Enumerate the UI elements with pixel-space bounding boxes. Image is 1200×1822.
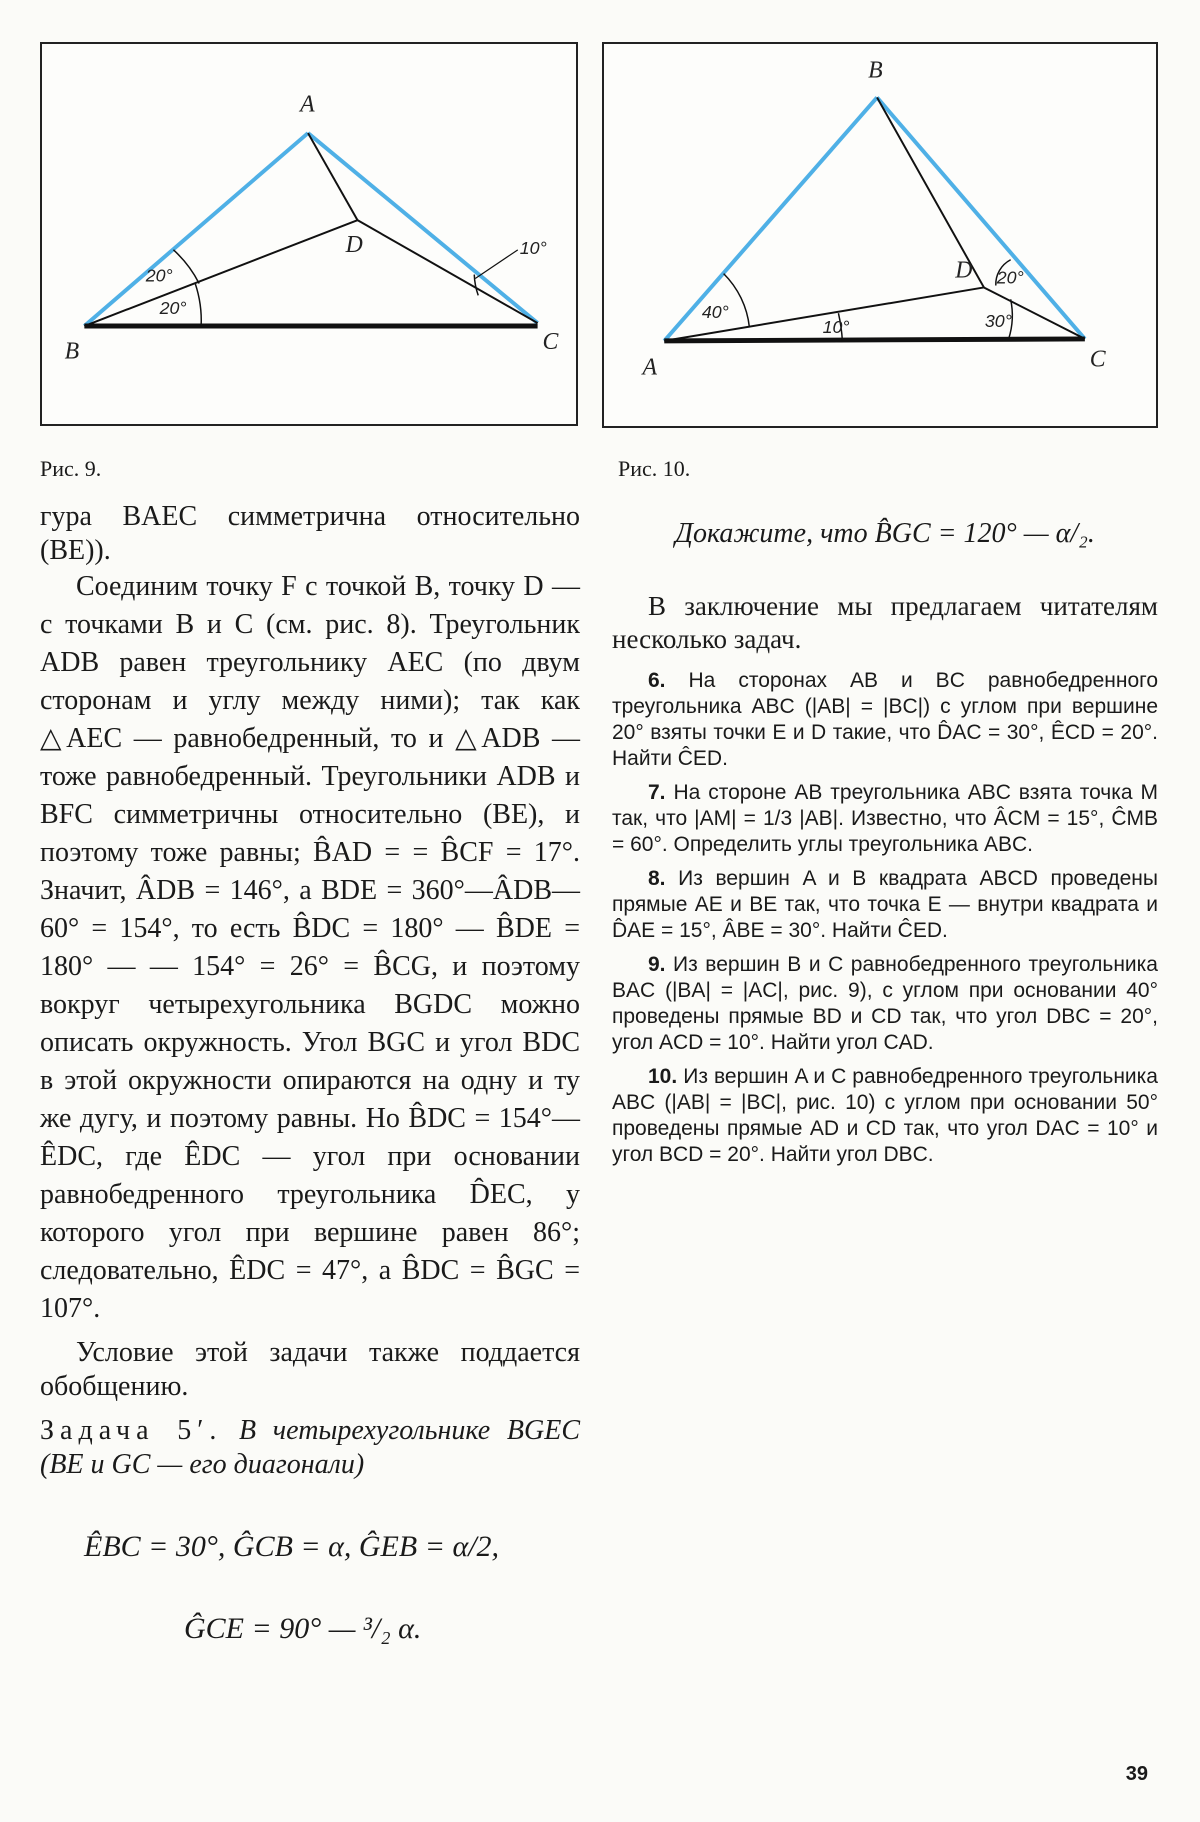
side-bc — [877, 97, 1085, 338]
label-a: A — [300, 91, 315, 118]
task-5-prime — [40, 1414, 580, 1482]
formula-gce: ĜCE = 90° — ³/₂ α. — [184, 1612, 422, 1645]
figure-9-caption: Рис. 9. — [40, 456, 102, 481]
side-ab — [664, 97, 877, 340]
prove-statement: Докажите, что B̂GC = 120° — α/₂. — [675, 518, 1095, 549]
label-b: B — [64, 338, 80, 365]
problem-9-text: Из вершин B и C равнобедренного треугольника BAC (|BA| = |AC|, рис. 9), с углом при основании 40° проведены прямые BD и CD так, что угол DBC = 20°, угол ACD = 10°. Найти угол CAD. — [612, 953, 1158, 1054]
problem-10 — [612, 1064, 1158, 1168]
angle-arc-dbc — [195, 283, 201, 326]
problem-9-number: 9. — [648, 953, 666, 976]
figure-9-drawing — [42, 44, 576, 424]
problem-6 — [612, 668, 1158, 772]
formula-conditions: ÊBC = 30°, ĜCB = α, ĜEB = α/2, — [84, 1530, 500, 1563]
leader-line — [475, 250, 518, 279]
page-number: 39 — [1125, 1763, 1148, 1785]
angle-label-bad: 40° — [701, 302, 729, 323]
angle-label-bcd: 20° — [996, 267, 1024, 288]
right-column — [612, 518, 1158, 1168]
segment-ad — [308, 133, 357, 220]
problem-10-text: Из вершин A и C равнобедренного треугольника ABC (|AB| = |BC|, рис. 10) с углом при основании 50° проведены прямые AD и CD так, что угол DAC = 10° и угол BCD = 20°. Найти угол DBC. — [612, 1065, 1158, 1166]
problem-6-number: 6. — [648, 669, 666, 692]
left-column — [40, 500, 580, 1646]
problem-10-number: 10. — [648, 1065, 678, 1088]
figure-10-caption: Рис. 10. — [618, 456, 691, 481]
problem-7 — [612, 780, 1158, 858]
task-5-heading: Задача 5′. — [40, 1415, 223, 1446]
problem-9 — [612, 952, 1158, 1056]
label-b: B — [868, 57, 883, 84]
figure-10-drawing — [604, 44, 1156, 426]
problem-8 — [612, 866, 1158, 944]
label-d: D — [955, 257, 973, 284]
label-c: C — [542, 328, 559, 355]
side-ab — [84, 133, 308, 326]
problem-8-number: 8. — [648, 867, 666, 890]
angle-label-dca: 30° — [984, 311, 1012, 332]
task-5-text: В четырехугольнике BGEC (BE и GC — его диагонали) — [40, 1415, 580, 1480]
segment-dc — [357, 220, 537, 323]
angle-label-dbc: 20° — [159, 298, 187, 319]
angle-label-dac: 10° — [822, 316, 850, 337]
problem-6-text: На сторонах AB и BC равнобедренного треугольника ABC (|AB| = |BC|) с углом при вершине 20° взяты точки E и D такие, что D̂AC = 30°, ÊCD = 20°. Найти ĈED. — [612, 669, 1158, 770]
problem-8-text: Из вершин A и B квадрата ABCD проведены прямые AE и BE так, что точка E — внутри квадрата и D̂AE = 15°, ÂBE = 30°. Найти ĈED. — [612, 867, 1158, 942]
segment-bd — [84, 220, 357, 326]
label-a: A — [642, 354, 658, 381]
paragraph-proof: Соединим точку F с точкой B, точку D — с точками B и C (см. рис. 8). Треугольник ADB равен треугольнику AEC (по двум сторонам и углу между ними); так как △AEC — равнобедренный, то и △ADB — тоже равнобедренный. Треугольники ADB и BFC симметричны относительно (BE), и поэтому тоже равны; B̂AD = = B̂CF = 17°. Значит, ÂDB = 146°, а BDE = 360°—ÂDB—60° = 154°, то есть B̂DC = 180° — B̂DE = 180° — — 154° = 26° = B̂CG, и поэтому вокруг четырехугольника BGDC можно описать окружность. Угол BGC и угол BDC в этой окружности опираются на одну и ту же дугу, и поэтому равны. Но B̂DC = 154°—ÊDC, где ÊDC — угол при основании равнобедренного треугольника D̂EC, у которого угол при вершине равен 86°; следовательно, ÊDC = 47°, а B̂DC = B̂GC = 107°. — [40, 571, 580, 1324]
side-ac — [308, 133, 538, 323]
paragraph-intro: гура BAEC симметрична относительно (BE)). — [40, 501, 580, 566]
base-ac — [664, 339, 1085, 341]
label-d: D — [345, 231, 363, 258]
angle-arc-abd — [173, 250, 199, 284]
problem-7-text: На стороне AB треугольника ABC взята точка M так, что |AM| = 1/3 |AB|. Известно, что ÂCM = 15°, ĈMB = 60°. Определить углы треугольника ABC. — [612, 781, 1158, 856]
problems-intro: В заключение мы предлагаем читателям несколько задач. — [612, 591, 1158, 654]
problem-7-number: 7. — [648, 781, 666, 804]
angle-label-acd: 10° — [519, 237, 547, 258]
label-c: C — [1089, 346, 1106, 373]
angle-label-abd: 20° — [145, 265, 173, 286]
figure-9 — [40, 42, 578, 426]
figure-10 — [602, 42, 1158, 428]
paragraph-generalization: Условие этой задачи также поддается обобщению. — [40, 1337, 580, 1402]
